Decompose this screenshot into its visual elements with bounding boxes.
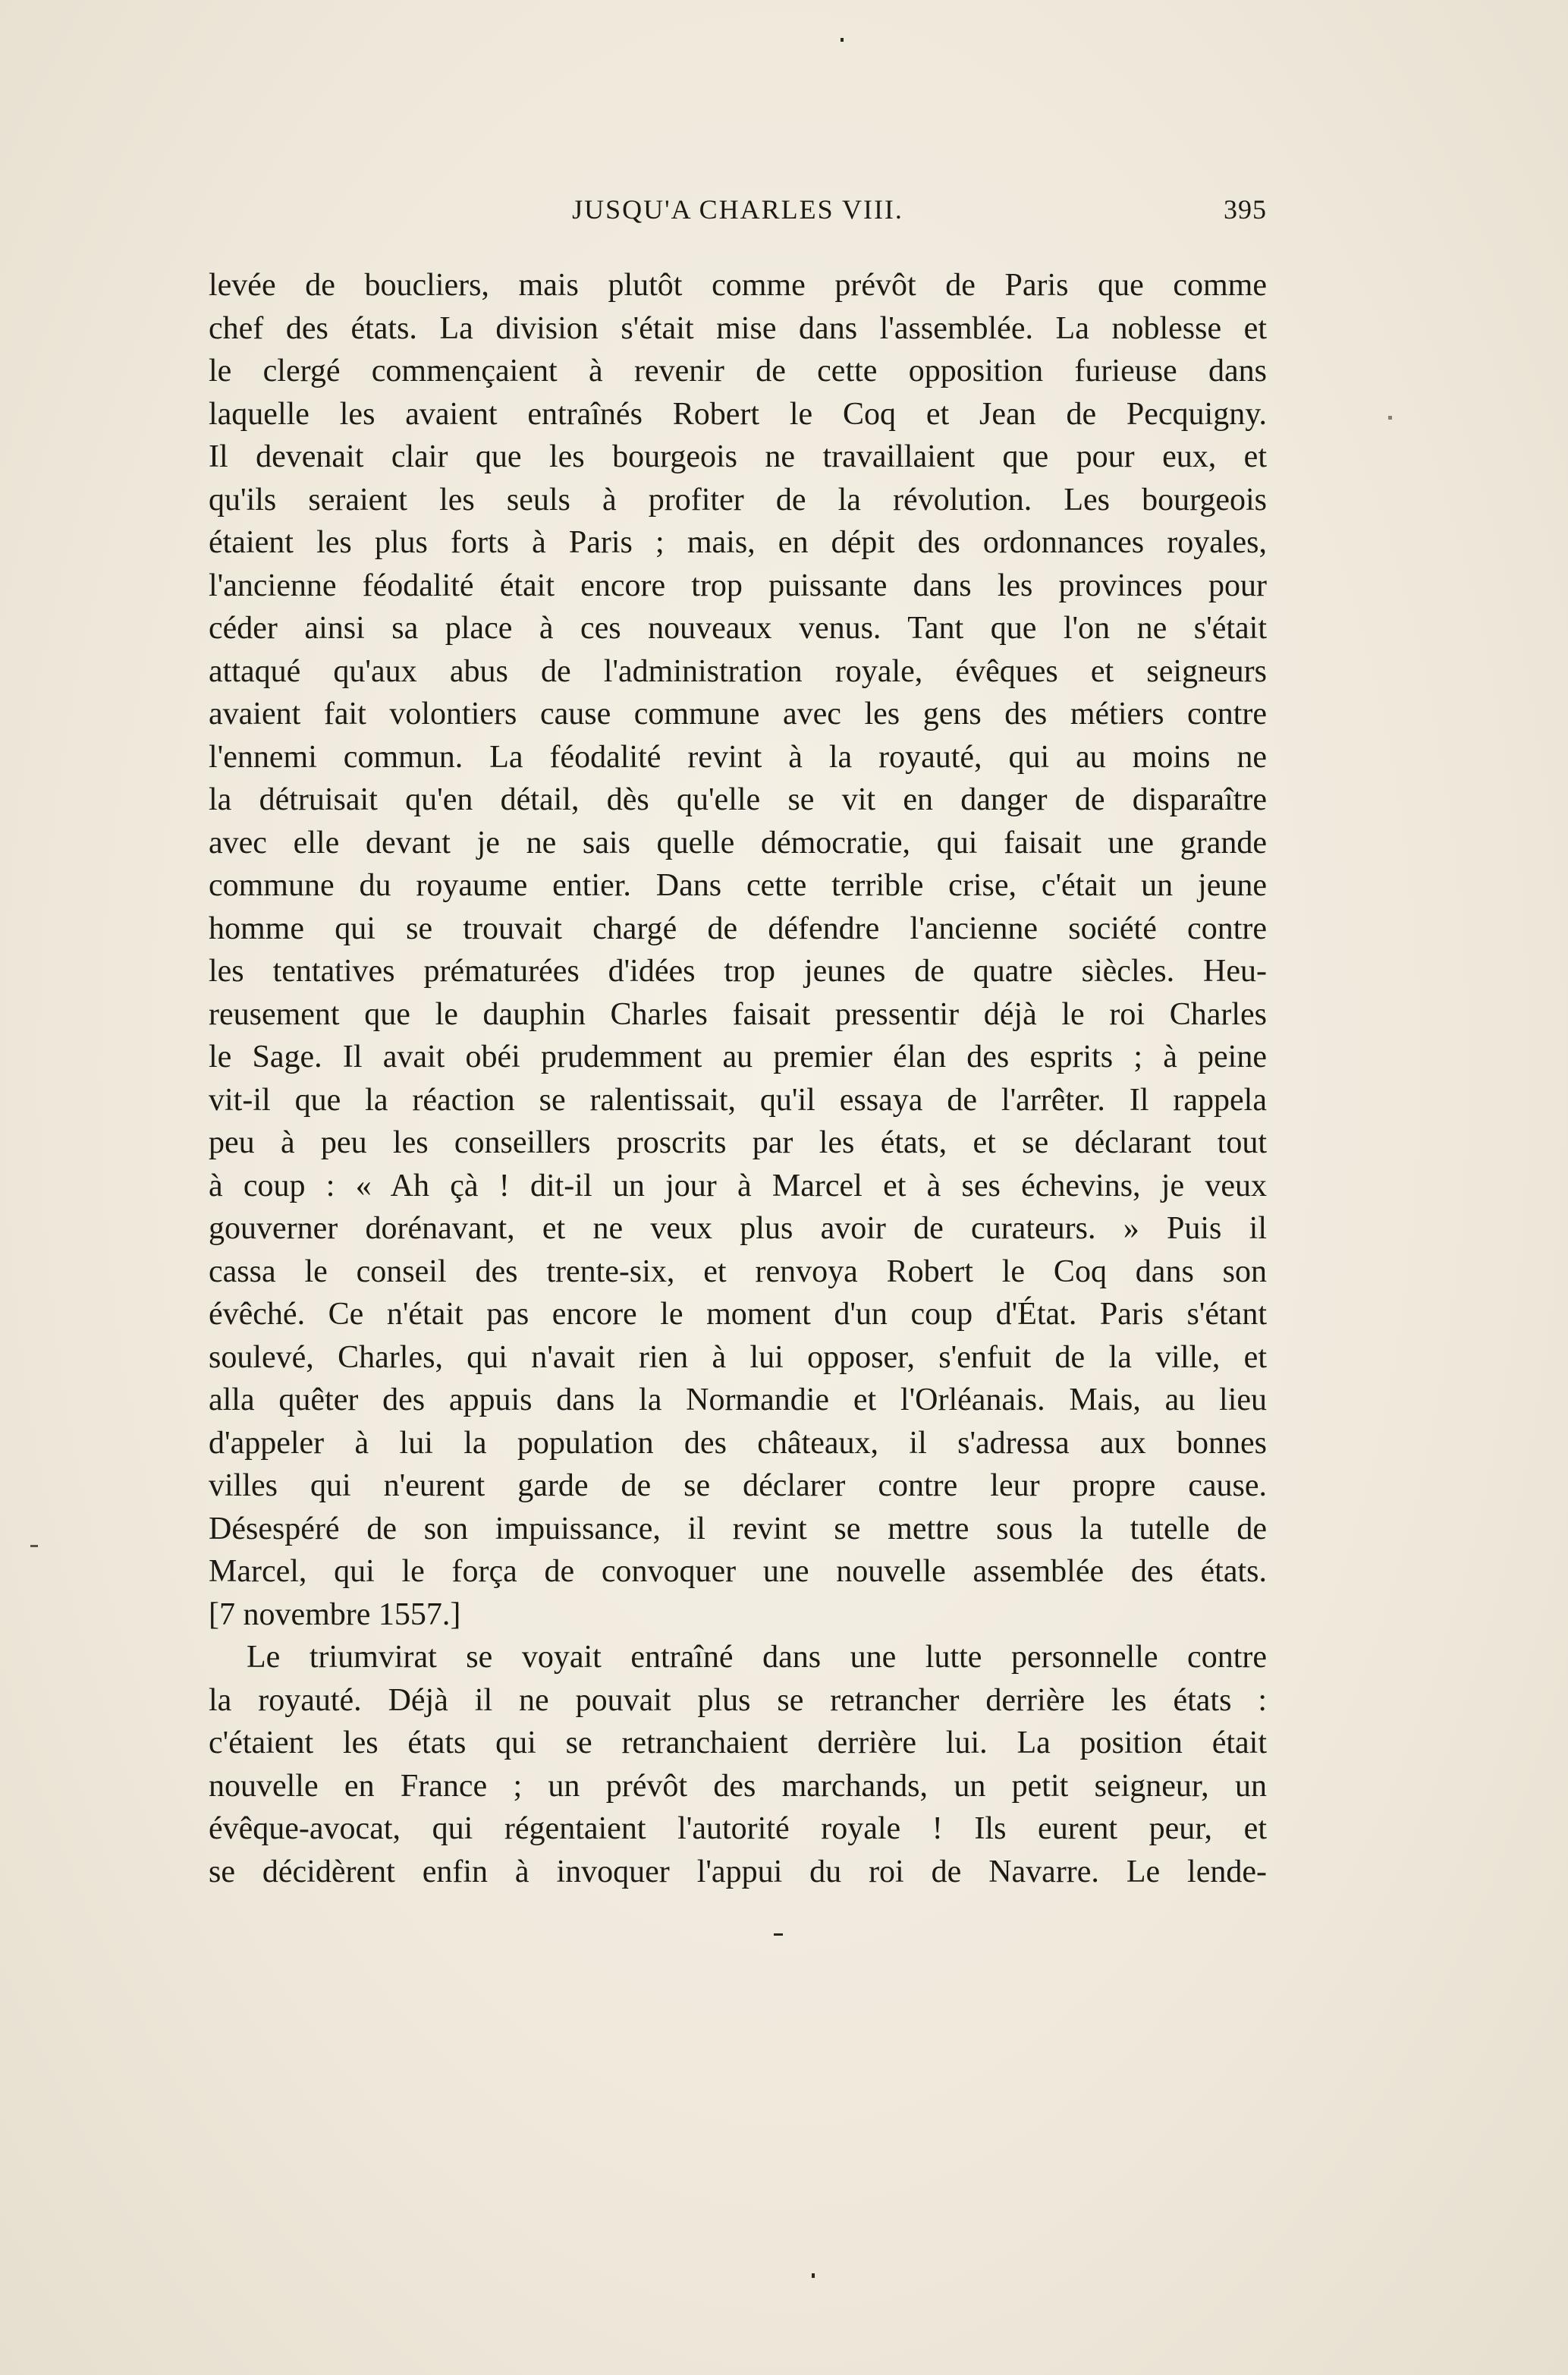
text-line: Il devenait clair que les bourgeois ne travaillaient que pour eux, et bbox=[209, 439, 1267, 474]
text-line: les tentatives prématurées d'idées trop jeunes de quatre siècles. Heu- bbox=[209, 954, 1267, 989]
text-line: laquelle les avaient entraînés Robert le Coq et Jean de Pecquigny. bbox=[209, 396, 1267, 432]
text-line: soulevé, Charles, qui n'avait rien à lui opposer, s'enfuit de la ville, et bbox=[209, 1339, 1267, 1375]
text-line: levée de boucliers, mais plutôt comme prévôt de Paris que comme bbox=[209, 268, 1267, 303]
paper-speck bbox=[812, 2273, 815, 2278]
text-line: cassa le conseil des trente-six, et renvoya Robert le Coq dans son bbox=[209, 1254, 1267, 1289]
text-line: peu à peu les conseillers proscrits par les états, et se déclarant tout bbox=[209, 1125, 1267, 1160]
text-line: céder ainsi sa place à ces nouveaux venus. Tant que l'on ne s'était bbox=[209, 611, 1267, 646]
text-line: commune du royaume entier. Dans cette terrible crise, c'était un jeune bbox=[209, 868, 1267, 903]
text-line: vit-il que la réaction se ralentissait, qu'il essaya de l'arrêter. Il rappela bbox=[209, 1082, 1267, 1118]
text-line: chef des états. La division s'était mise dans l'assemblée. La noblesse et bbox=[209, 310, 1267, 346]
paper-speck bbox=[774, 1933, 783, 1936]
running-head bbox=[209, 193, 1267, 231]
text-line: nouvelle en France ; un prévôt des marchands, un petit seigneur, un bbox=[209, 1768, 1267, 1804]
page-number: 395 bbox=[1224, 194, 1267, 225]
text-line: avec elle devant je ne sais quelle démocratie, qui faisait une grande bbox=[209, 825, 1267, 860]
body-text bbox=[209, 264, 1267, 1893]
text-line: la détruisait qu'en détail, dès qu'elle se vit en danger de disparaître bbox=[209, 782, 1267, 817]
text-line: alla quêter des appuis dans la Normandie et l'Orléanais. Mais, au lieu bbox=[209, 1383, 1267, 1417]
text-line: Marcel, qui le força de convoquer une nouvelle assemblée des états. bbox=[209, 1554, 1267, 1589]
text-line: [7 novembre 1557.] bbox=[209, 1596, 461, 1632]
text-line: villes qui n'eurent garde de se déclarer contre leur propre cause. bbox=[209, 1468, 1267, 1503]
text-line: qu'ils seraient les seuls à profiter de la révolution. Les bourgeois bbox=[209, 482, 1267, 517]
text-line: évêché. Ce n'était pas encore le moment d'un coup d'État. Paris s'étant bbox=[209, 1297, 1267, 1332]
text-line: à coup : « Ah çà ! dit-il un jour à Marcel et à ses échevins, je veux bbox=[209, 1168, 1267, 1203]
text-line: attaqué qu'aux abus de l'administration royale, évêques et seigneurs bbox=[209, 653, 1267, 689]
text-line: avaient fait volontiers cause commune avec les gens des métiers contre bbox=[209, 697, 1267, 731]
paper-speck bbox=[841, 38, 844, 42]
text-line: c'étaient les états qui se retranchaient derrière lui. La position était bbox=[209, 1725, 1267, 1760]
text-line: Le triumvirat se voyait entraîné dans une lutte personnelle contre bbox=[247, 1640, 1267, 1675]
text-line: étaient les plus forts à Paris ; mais, en dépit des ordonnances royales, bbox=[209, 525, 1267, 560]
text-line: la royauté. Déjà il ne pouvait plus se retrancher derrière les états : bbox=[209, 1682, 1267, 1718]
text-line: l'ennemi commun. La féodalité revint à la royauté, qui au moins ne bbox=[209, 739, 1267, 775]
text-line: le Sage. Il avait obéi prudemment au premier élan des esprits ; à peine bbox=[209, 1040, 1267, 1074]
text-line: l'ancienne féodalité était encore trop puissante dans les provinces pour bbox=[209, 568, 1267, 603]
text-line: évêque-avocat, qui régentaient l'autorité royale ! Ils eurent peur, et bbox=[209, 1811, 1267, 1846]
paper-speck bbox=[30, 1545, 38, 1547]
text-line: gouverner dorénavant, et ne veux plus avoir de curateurs. » Puis il bbox=[209, 1211, 1267, 1246]
text-line: Désespéré de son impuissance, il revint se mettre sous la tutelle de bbox=[209, 1511, 1267, 1546]
text-line: se décidèrent enfin à invoquer l'appui du roi de Navarre. Le lende- bbox=[209, 1854, 1267, 1889]
running-head-title: JUSQU'A CHARLES VIII. bbox=[572, 194, 903, 225]
paper-speck bbox=[1388, 416, 1392, 420]
text-line: le clergé commençaient à revenir de cette opposition furieuse dans bbox=[209, 354, 1267, 388]
text-line: d'appeler à lui la population des châteaux, il s'adressa aux bonnes bbox=[209, 1425, 1267, 1461]
text-line: homme qui se trouvait chargé de défendre l'ancienne société contre bbox=[209, 911, 1267, 946]
text-line: reusement que le dauphin Charles faisait pressentir déjà le roi Charles bbox=[209, 996, 1267, 1032]
